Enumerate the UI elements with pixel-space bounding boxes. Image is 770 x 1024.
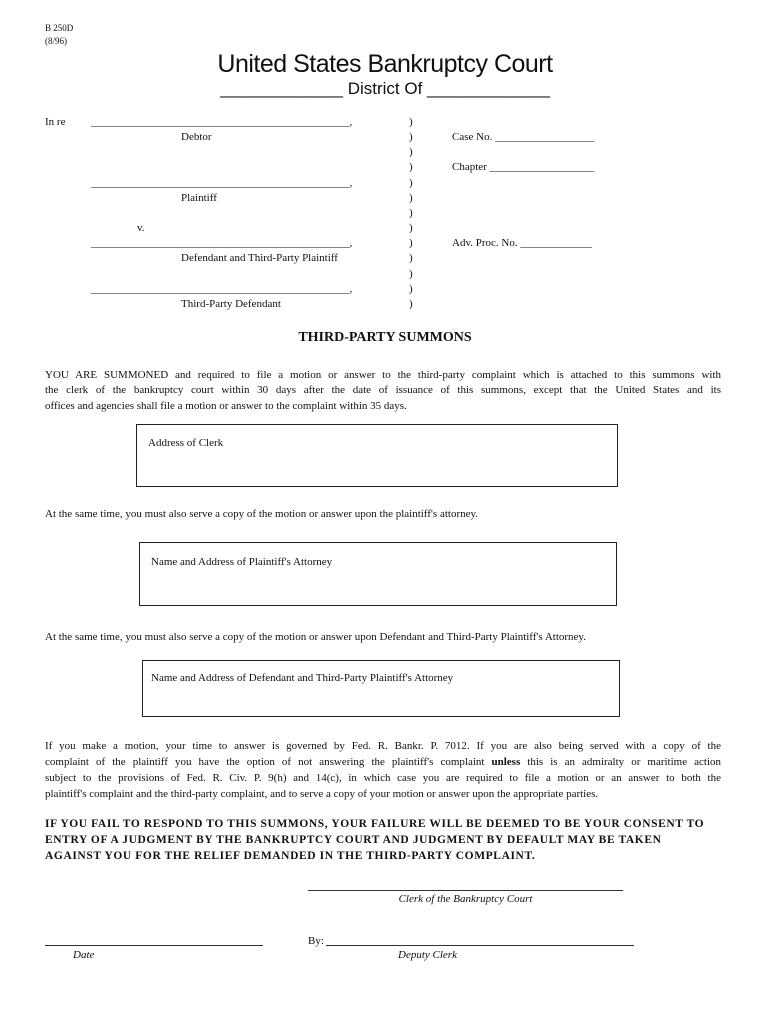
case-number-field[interactable]: Case No. __________________ xyxy=(452,131,595,143)
clerk-address-box[interactable] xyxy=(136,424,618,487)
paren: ) xyxy=(409,252,413,264)
paren: ) xyxy=(409,207,413,219)
paren: ) xyxy=(409,222,413,234)
clerk-address-label: Address of Clerk xyxy=(148,437,224,449)
warning-line: ENTRY OF A JUDGMENT BY THE BANKRUPTCY COURT AND JUDGMENT BY DEFAULT MAY BE TAKEN xyxy=(45,834,662,846)
motion-text: complaint of the plaintiff you have the option of not answering the plaintiff's complaint xyxy=(45,756,485,768)
paren: ) xyxy=(409,268,413,280)
paren: ) xyxy=(409,146,413,158)
motion-text-line: If you make a motion, your time to answer is governed by Fed. R. Bankr. P. 7012. If you are also being served with a copy of the xyxy=(45,740,721,752)
versus-label: v. xyxy=(137,222,145,234)
court-title: United States Bankruptcy Court xyxy=(217,50,553,78)
motion-text: this is an admiralty or maritime action xyxy=(527,756,722,768)
date-label: Date xyxy=(73,949,95,961)
summons-heading: THIRD-PARTY SUMMONS xyxy=(298,330,472,345)
defendant-name-field[interactable]: _______________________________________________, xyxy=(91,237,353,249)
motion-text-line: plaintiff's complaint and the third-party complaint, and to serve a copy of your motion or answer upon the appropriate parties. xyxy=(45,788,599,800)
paren: ) xyxy=(409,116,413,128)
third-party-defendant-name-field[interactable]: _______________________________________________, xyxy=(91,283,353,295)
debtor-label: Debtor xyxy=(181,131,212,143)
by-label: By: xyxy=(308,935,324,947)
debtor-name-field[interactable]: _______________________________________________, xyxy=(91,116,353,128)
adv-proc-number-field[interactable]: Adv. Proc. No. _____________ xyxy=(452,237,592,249)
paren: ) xyxy=(409,283,413,295)
warning-line: IF YOU FAIL TO RESPOND TO THIS SUMMONS, YOUR FAILURE WILL BE DEEMED TO BE YOUR CONSENT TO xyxy=(45,818,705,830)
district-line: _____________ District Of _____________ xyxy=(220,79,550,98)
chapter-field[interactable]: Chapter ___________________ xyxy=(452,161,595,173)
serve-plaintiff-text: At the same time, you must also serve a copy of the motion or answer upon the plaintiff's attorney. xyxy=(45,508,479,520)
plaintiff-label: Plaintiff xyxy=(181,192,217,204)
paren: ) xyxy=(409,131,413,143)
paren: ) xyxy=(409,237,413,249)
paren: ) xyxy=(409,161,413,173)
defendant-label: Defendant and Third-Party Plaintiff xyxy=(181,252,338,264)
summons-text-line: offices and agencies shall file a motion or answer to the complaint within 35 days. xyxy=(45,400,407,412)
serve-defendant-text: At the same time, you must also serve a copy of the motion or answer upon Defendant and Third-Party Plaintiff's Attorney. xyxy=(45,631,586,643)
form-revision: (8/96) xyxy=(45,36,67,46)
clerk-signature-label: Clerk of the Bankruptcy Court xyxy=(398,893,533,905)
summons-text-line: YOU ARE SUMMONED and required to file a motion or answer to the third-party complaint which is attached to this summons with xyxy=(45,369,721,381)
paren: ) xyxy=(409,298,413,310)
plaintiff-attorney-box[interactable] xyxy=(139,542,617,606)
plaintiff-attorney-label: Name and Address of Plaintiff's Attorney xyxy=(151,556,333,568)
defendant-attorney-label: Name and Address of Defendant and Third-Party Plaintiff's Attorney xyxy=(151,672,454,684)
defendant-attorney-box[interactable] xyxy=(142,660,620,717)
summons-text-line: the clerk of the bankruptcy court within 30 days after the date of issuance of this summons, except that the United States and its xyxy=(45,384,721,396)
unless-emphasis: unless xyxy=(491,756,521,768)
deputy-signature-line[interactable] xyxy=(326,945,634,946)
motion-text-line: subject to the provisions of Fed. R. Civ. P. 9(h) and 14(c), in which case you are required to file a motion or an answer to both the xyxy=(45,772,721,784)
date-line[interactable] xyxy=(45,945,263,946)
third-party-defendant-label: Third-Party Defendant xyxy=(181,298,281,310)
clerk-signature-line[interactable] xyxy=(308,890,623,891)
form-number: B 250D xyxy=(45,23,74,33)
motion-text-line xyxy=(45,755,721,769)
paren: ) xyxy=(409,177,413,189)
deputy-clerk-label: Deputy Clerk xyxy=(398,949,457,961)
paren: ) xyxy=(409,192,413,204)
warning-line: AGAINST YOU FOR THE RELIEF DEMANDED IN THE THIRD-PARTY COMPLAINT. xyxy=(45,850,536,862)
in-re-label: In re xyxy=(45,116,66,128)
plaintiff-name-field[interactable]: _______________________________________________, xyxy=(91,177,353,189)
